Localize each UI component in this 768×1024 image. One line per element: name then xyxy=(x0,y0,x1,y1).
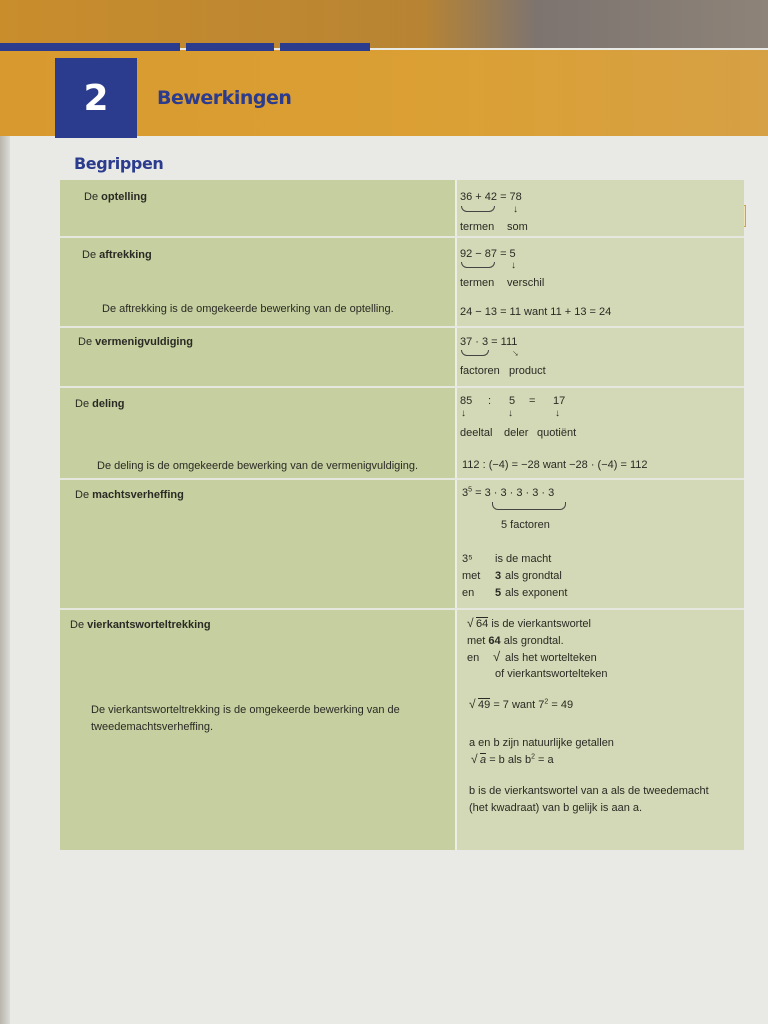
note-text: De deling is de omgekeerde bewerking van de vermenigvuldiging. xyxy=(97,460,419,472)
root-definition: √ 64 is de vierkantswortel xyxy=(467,617,591,631)
brace xyxy=(492,502,566,510)
arrow-icon: ↓ xyxy=(513,204,518,215)
term-cell xyxy=(60,610,455,850)
example-cell xyxy=(455,480,744,608)
term-label: De machtsverheffing xyxy=(75,489,184,501)
sqrt-icon: √ 64 xyxy=(467,617,488,631)
label-divisor: deler xyxy=(504,427,529,439)
label-difference: verschil xyxy=(507,277,545,289)
label-sum: som xyxy=(507,221,528,233)
base-word: met xyxy=(462,570,481,582)
example-cell xyxy=(455,610,744,850)
page-edge xyxy=(0,60,10,1024)
label-terms: termen xyxy=(460,221,495,233)
table-row xyxy=(60,480,744,610)
header-tab xyxy=(0,43,180,51)
example-text: √ 49 = 7 want $7^2 = 49$ xyxy=(469,698,573,712)
sqrt-icon: √ 49 xyxy=(469,698,490,712)
term-cell xyxy=(60,388,455,478)
label-terms: termen xyxy=(460,277,495,289)
exponent-value: 5 xyxy=(495,587,502,599)
root-sign-desc-alt: of vierkantswortelteken xyxy=(495,668,608,680)
power-value: 3⁵ xyxy=(462,553,473,565)
term-cell xyxy=(60,238,455,326)
equation: 92 − 87 = 5 xyxy=(460,248,516,260)
explanation-text: b is de vierkantswortel van a als de tweedemacht (het kwadraat) van b gelijk is aan a. xyxy=(469,785,709,814)
example-text: 24 − 13 = 11 want 11 + 13 = 24 xyxy=(460,306,612,318)
table-row xyxy=(60,610,744,850)
table-row xyxy=(60,388,744,480)
example-cell xyxy=(455,388,744,478)
term-cell xyxy=(60,480,455,608)
term-cell xyxy=(60,328,455,386)
root-sign-icon: √ xyxy=(493,649,501,664)
root-sign-word: en xyxy=(467,652,480,664)
brace xyxy=(461,206,495,212)
term-label: De optelling xyxy=(84,191,147,203)
arrow-icon: ↓ xyxy=(508,408,513,419)
example-text: 112 : (−4) = −28 want −28 · (−4) = 112 xyxy=(462,459,648,471)
chapter-title: Bewerkingen xyxy=(157,87,292,109)
brace xyxy=(461,350,489,356)
equation: 37 · 3 = 111 xyxy=(460,336,518,348)
base-desc: als grondtal xyxy=(505,570,562,582)
equation: 36 + 42 = 78 xyxy=(460,191,522,203)
base-value: 3 xyxy=(495,570,502,582)
label-factors: factoren xyxy=(460,365,500,377)
note-text: De vierkantsworteltrekking is de omgekeerde bewerking van de tweedemachtsverheffing. xyxy=(91,704,400,733)
arrow-icon: ↓ xyxy=(509,347,522,360)
sqrt-icon: √ a xyxy=(471,753,486,767)
term-label: De vermenigvuldiging xyxy=(78,336,193,348)
term-label: De vierkantsworteltrekking xyxy=(70,619,211,631)
arrow-icon: ↓ xyxy=(461,408,466,419)
example-cell xyxy=(455,238,744,326)
brace-label: 5 factoren xyxy=(501,519,550,531)
example-cell xyxy=(455,328,744,386)
definitions-table xyxy=(60,180,744,850)
table-row xyxy=(60,328,744,388)
brace xyxy=(461,262,495,268)
power-expression: $3^5 = 3 \cdot 3 \cdot 3 \cdot 3 \cdot 3$ xyxy=(462,486,555,499)
table-row xyxy=(60,180,744,238)
term-cell xyxy=(60,180,455,236)
equals-sign: = xyxy=(529,395,536,407)
table-row xyxy=(60,238,744,328)
chapter-number: 2 xyxy=(55,58,137,138)
natural-numbers-text: a en b zijn natuurlijke getallen xyxy=(469,737,614,749)
header-tab xyxy=(280,43,370,51)
example-cell xyxy=(455,180,744,236)
root-base-line: met 64 als grondtal. xyxy=(467,635,564,647)
section-title: Begrippen xyxy=(74,154,164,173)
arrow-icon: ↓ xyxy=(555,408,560,419)
quotient-value: 17 xyxy=(553,395,566,407)
term-label: De deling xyxy=(75,398,125,410)
exponent-desc: als exponent xyxy=(505,587,568,599)
divisor-value: 5 xyxy=(509,395,516,407)
power-desc: is de macht xyxy=(495,553,552,565)
exponent-word: en xyxy=(462,587,475,599)
header-tab xyxy=(186,43,274,51)
label-quotient: quotiënt xyxy=(537,427,577,439)
division-sign: : xyxy=(488,395,492,407)
label-product: product xyxy=(509,365,546,377)
label-dividend: deeltal xyxy=(460,427,493,439)
note-text: De aftrekking is de omgekeerde bewerking van de optelling. xyxy=(102,303,394,315)
arrow-icon: ↓ xyxy=(511,260,516,271)
term-label: De aftrekking xyxy=(82,249,152,261)
root-sign-desc: als het wortelteken xyxy=(505,652,597,664)
root-rule: √ a = b als $b^2 = a$ xyxy=(471,753,554,767)
dividend-value: 85 xyxy=(460,395,473,407)
